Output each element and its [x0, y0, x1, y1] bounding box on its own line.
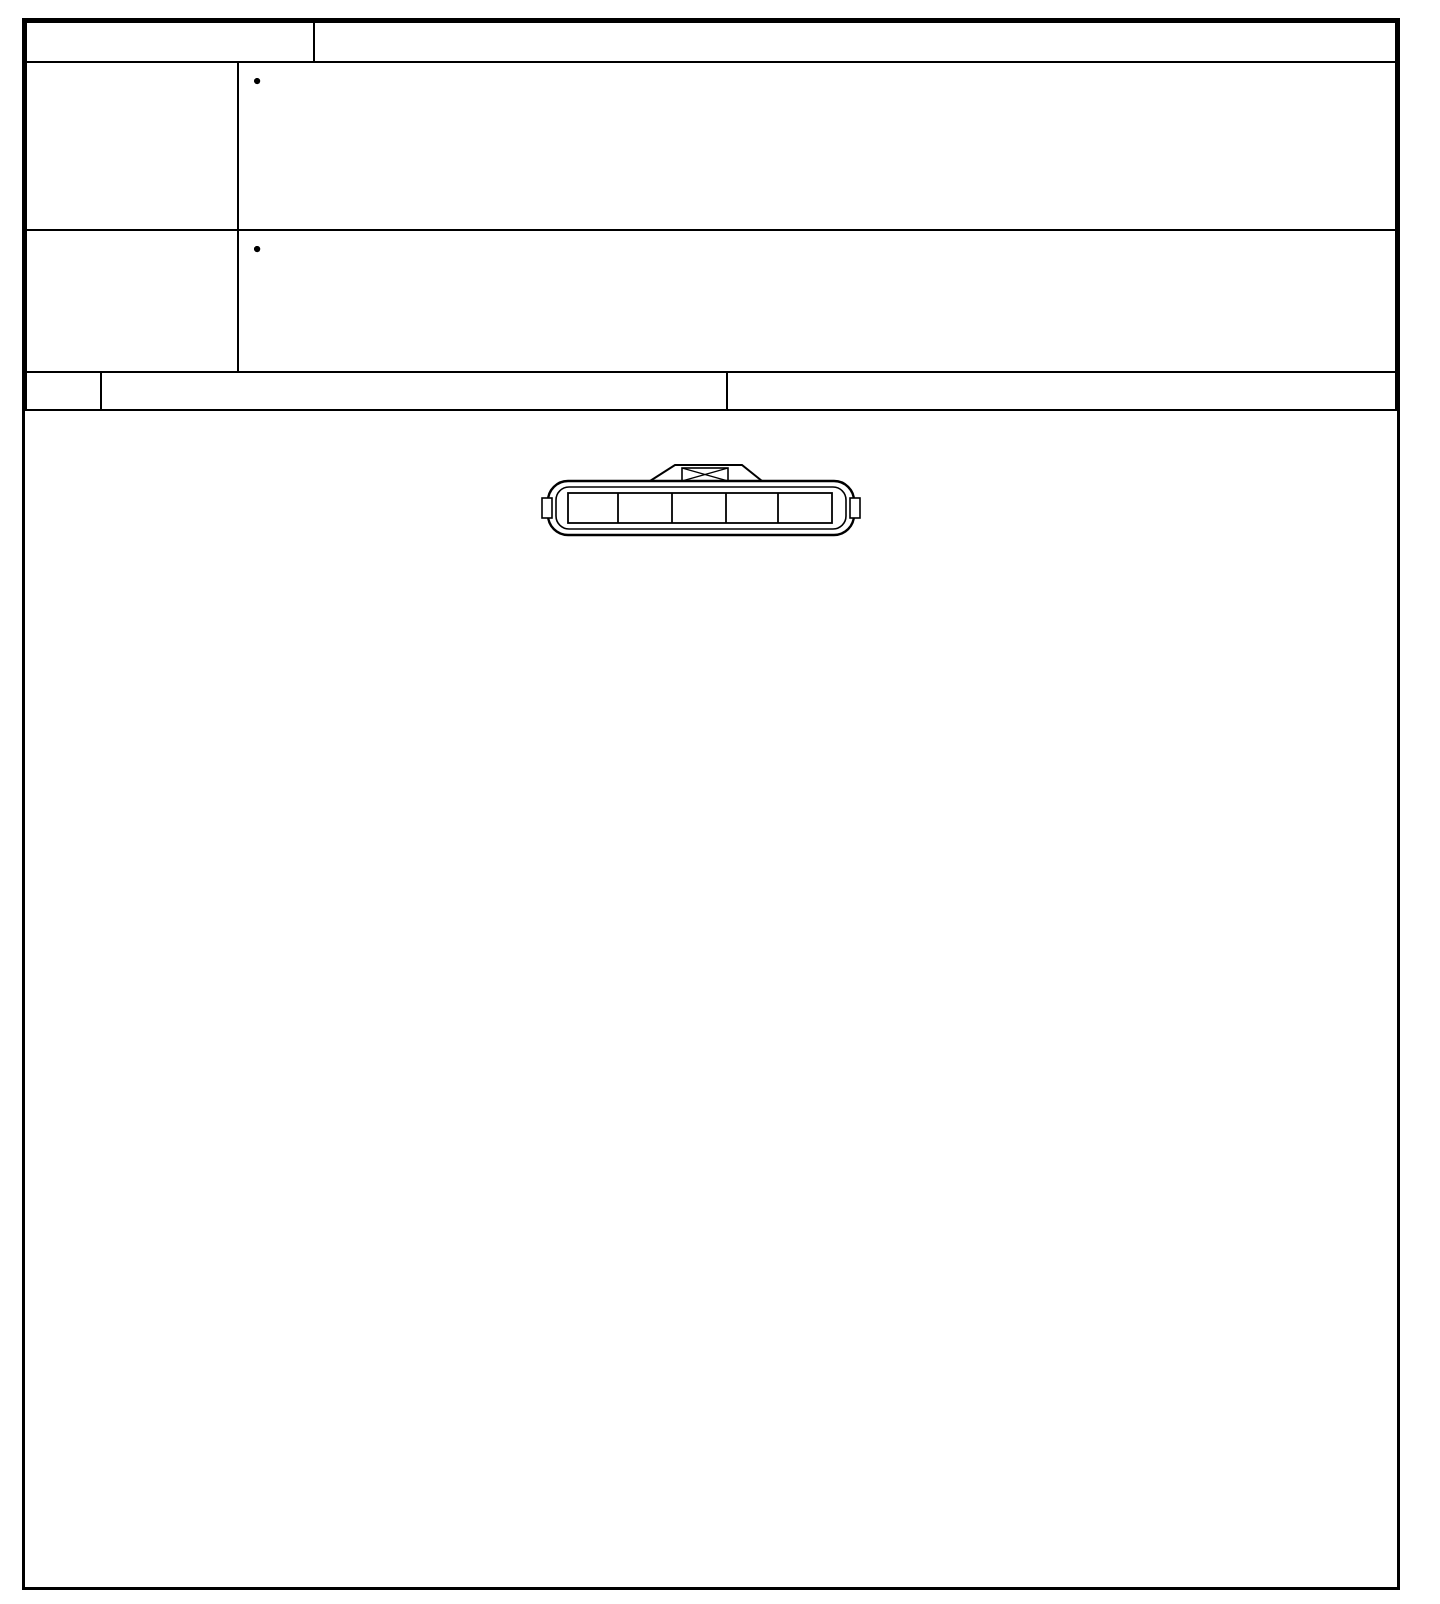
dtc-title: [314, 22, 1396, 62]
dtc-sheet: [22, 18, 1400, 1590]
detection-condition-label: [26, 62, 238, 230]
column-header-step: [26, 372, 101, 410]
connector-outer-shell: [548, 481, 854, 535]
inspection-steps-table: [25, 371, 1397, 411]
terminal-block: [568, 493, 832, 523]
sheet-content: [25, 21, 1397, 411]
possible-cause-label: [26, 230, 238, 372]
detection-condition-list: [238, 62, 1396, 230]
connector-left-tab: [542, 498, 552, 518]
column-header-action: [727, 372, 1396, 410]
connector-right-tab: [850, 498, 860, 518]
column-header-inspection: [101, 372, 727, 410]
harness-connector-diagram: [530, 457, 870, 549]
condition-table: [25, 61, 1397, 373]
connector-lock-cross: [682, 468, 728, 481]
dtc-code-cell: [26, 22, 314, 62]
dtc-header: [25, 21, 1397, 63]
possible-cause-list: [238, 230, 1396, 372]
